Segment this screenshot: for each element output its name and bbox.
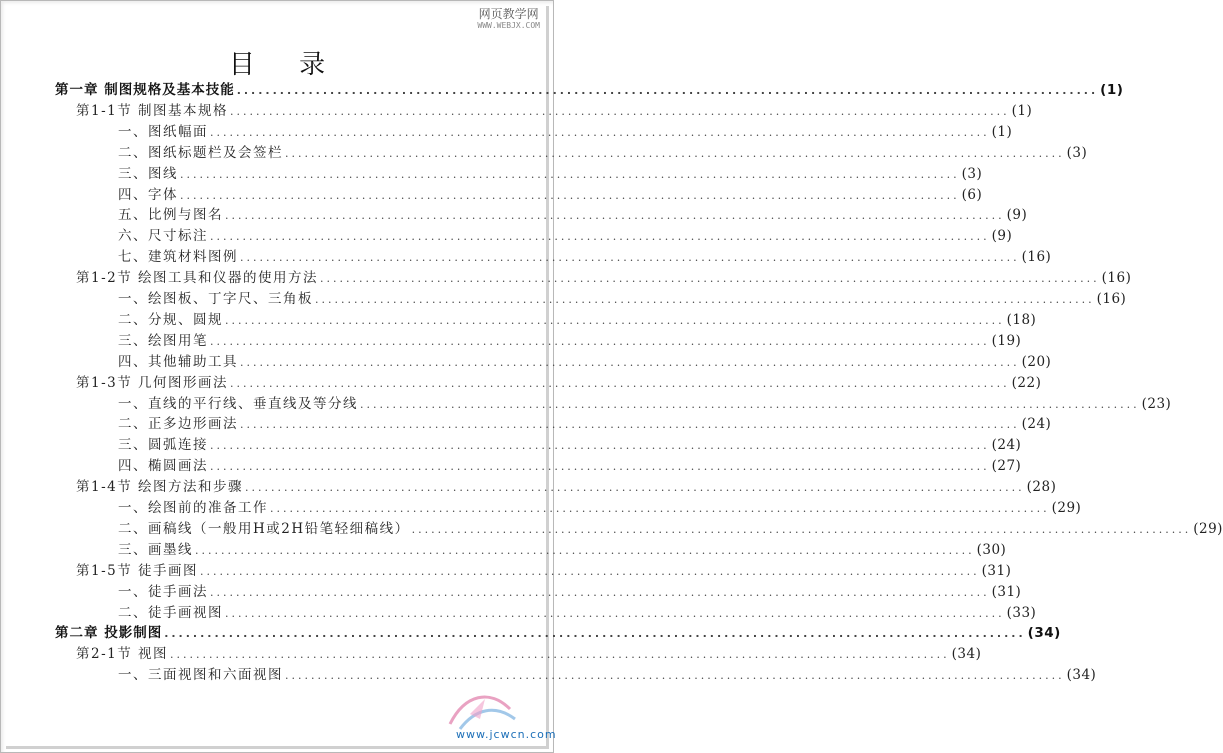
watermark-bottom-url: www.jcwcn.com	[456, 728, 557, 741]
toc-leader-dots: ........................................................................................................................	[240, 355, 1020, 369]
toc-entry-page: (16)	[1096, 291, 1127, 307]
toc-entry-page: (31)	[981, 562, 1012, 579]
toc-leader-dots: ........................................................................................................................	[170, 648, 950, 662]
toc-leader-dots: ........................................................................................................................	[225, 313, 1005, 327]
toc-leader-dots: ........................................................................................................................	[210, 230, 990, 244]
toc-leader-dots: ........................................................................................................................	[285, 669, 1065, 683]
toc-entry-label: 第1-2节 绘图工具和仪器的使用方法	[76, 270, 319, 287]
toc-leader-dots: ........................................................................................................................	[240, 251, 1020, 265]
toc-leader-dots: ........................................................................................................................	[245, 481, 1025, 495]
toc-entry-page: (29)	[1193, 520, 1223, 537]
toc-subsection-entry	[118, 498, 1082, 519]
toc-entry-label: 第一章 制图规格及基本技能	[55, 82, 235, 98]
toc-entry-page: (28)	[1026, 479, 1057, 496]
watermark-top-url: WWW.WEBJX.COM	[477, 21, 540, 30]
toc-entry-page: (9)	[991, 228, 1013, 245]
toc-leader-dots: ........................................................................................................................	[210, 125, 990, 139]
toc-subsection-entry	[118, 603, 1037, 624]
watermark-top	[477, 8, 540, 30]
toc-subsection-entry	[118, 247, 1052, 268]
toc-leader-dots: ........................................................................................................................	[225, 209, 1005, 223]
toc-entry-label: 四、字体	[118, 186, 178, 203]
toc-chapter-entry	[55, 80, 1124, 101]
toc-leader-dots: ........................................................................................................................	[315, 293, 1095, 306]
toc-subsection-entry	[118, 414, 1052, 435]
toc-entry-page: (1)	[1011, 102, 1033, 119]
toc-leader-dots: ........................................................................................................................	[164, 627, 1026, 641]
toc-entry-label: 三、画墨线	[118, 541, 193, 558]
toc-subsection-entry	[118, 394, 1172, 415]
toc-subsection-entry	[118, 143, 1088, 164]
toc-entry-label: 三、圆弧连接	[118, 437, 208, 454]
toc-leader-dots: ........................................................................................................................	[200, 564, 980, 578]
toc-entry-page: (16)	[1101, 270, 1132, 287]
toc-leader-dots: ........................................................................................................................	[225, 606, 1005, 620]
toc-subsection-entry	[118, 226, 1013, 247]
toc-chapter-entry	[55, 623, 1061, 644]
toc-entry-page: (30)	[976, 541, 1007, 558]
toc-subsection-entry	[118, 310, 1037, 331]
toc-entry-label: 第二章 投影制图	[55, 625, 163, 642]
toc-entry-page: (22)	[1011, 374, 1042, 391]
toc-leader-dots: ........................................................................................................................	[236, 84, 1099, 97]
toc-leader-dots: ........................................................................................................................	[285, 146, 1065, 160]
toc-entry-page: (1)	[991, 123, 1013, 140]
toc-subsection-entry	[118, 456, 1022, 477]
toc-section-entry	[76, 561, 1012, 582]
toc-subsection-entry	[118, 352, 1052, 373]
toc-entry-page: (3)	[1066, 144, 1088, 161]
toc-entry-label: 一、绘图前的准备工作	[118, 500, 268, 516]
toc-subsection-entry	[118, 331, 1022, 352]
toc-entry-label: 二、徒手画视图	[118, 604, 223, 621]
toc-subsection-entry	[118, 185, 983, 206]
toc-entry-label: 二、图纸标题栏及会签栏	[118, 144, 283, 161]
toc-leader-dots: ........................................................................................................................	[210, 585, 990, 599]
toc-leader-dots: ........................................................................................................................	[411, 522, 1192, 536]
toc-entry-label: 二、分规、圆规	[118, 311, 223, 328]
toc-entry-page: (27)	[991, 458, 1022, 475]
toc-entry-label: 四、椭圆画法	[118, 458, 208, 475]
toc-entry-label: 五、比例与图名	[118, 207, 223, 224]
toc-entry-label: 二、正多边形画法	[118, 416, 238, 433]
toc-subsection-entry	[118, 289, 1127, 310]
toc-subsection-entry	[118, 519, 1223, 540]
toc-entry-page: (9)	[1006, 207, 1028, 224]
toc-section-entry	[76, 373, 1042, 394]
toc-entry-page: (18)	[1006, 311, 1037, 328]
toc-entry-page: (31)	[991, 583, 1022, 600]
toc-entry-label: 第1-3节 几何图形画法	[76, 374, 229, 391]
toc-entry-label: 第1-4节 绘图方法和步骤	[76, 479, 244, 496]
toc-entry-label: 六、尺寸标注	[118, 228, 208, 245]
toc-entry-page: (6)	[961, 186, 983, 203]
toc-entry-label: 一、徒手画法	[118, 583, 208, 600]
toc-subsection-entry	[118, 435, 1022, 456]
toc-leader-dots: ........................................................................................................................	[230, 376, 1010, 390]
toc-leader-dots: ........................................................................................................................	[195, 543, 975, 557]
toc-entry-page: (3)	[961, 165, 983, 182]
toc-entry-page: (23)	[1141, 395, 1172, 412]
toc-subsection-entry	[118, 582, 1022, 603]
toc-section-entry	[76, 644, 982, 665]
watermark-bottom	[440, 684, 557, 744]
toc-entry-label: 三、绘图用笔	[118, 332, 208, 349]
toc-leader-dots: ........................................................................................................................	[210, 334, 990, 348]
toc-entry-page: (19)	[991, 332, 1022, 349]
page-title: 目 录	[228, 50, 344, 80]
toc-section-entry	[76, 477, 1057, 498]
toc-leader-dots: ........................................................................................................................	[320, 272, 1100, 286]
toc-entry-page: (24)	[991, 437, 1022, 454]
toc-leader-dots: ........................................................................................................................	[270, 502, 1050, 515]
toc-entry-page: (33)	[1006, 604, 1037, 621]
toc-leader-dots: ........................................................................................................................	[230, 104, 1010, 118]
toc-subsection-entry	[118, 122, 1013, 143]
toc-entry-page: (34)	[1066, 667, 1097, 684]
toc-entry-page: (34)	[1027, 625, 1061, 642]
toc-entry-page: (20)	[1021, 353, 1052, 370]
watermark-top-text: 网页教学网	[478, 7, 539, 21]
toc-subsection-entry	[118, 164, 983, 185]
toc-entry-label: 一、绘图板、丁字尺、三角板	[118, 291, 313, 307]
toc-entry-label: 七、建筑材料图例	[118, 249, 238, 266]
toc-section-entry	[76, 268, 1132, 289]
toc-leader-dots: ........................................................................................................................	[180, 167, 960, 181]
toc-entry-page: (24)	[1021, 416, 1052, 433]
toc-entry-label: 四、其他辅助工具	[118, 353, 238, 370]
toc-leader-dots: ........................................................................................................................	[210, 460, 990, 474]
toc-subsection-entry	[118, 205, 1028, 226]
toc-entry-label: 三、图线	[118, 165, 178, 182]
toc-entry-label: 一、三面视图和六面视图	[118, 667, 283, 684]
toc-leader-dots: ........................................................................................................................	[240, 418, 1020, 432]
toc-leader-dots: ........................................................................................................................	[360, 397, 1140, 411]
toc-entry-label: 第2-1节 视图	[76, 646, 169, 663]
toc-entry-label: 第1-5节 徒手画图	[76, 562, 199, 579]
toc-section-entry	[76, 101, 1033, 122]
toc-entry-label: 一、直线的平行线、垂直线及等分线	[118, 395, 358, 412]
toc-entry-page: (29)	[1051, 500, 1082, 516]
toc-leader-dots: ........................................................................................................................	[210, 439, 990, 453]
toc-entry-label: 第1-1节 制图基本规格	[76, 102, 229, 119]
toc-entry-page: (16)	[1021, 249, 1052, 266]
toc-entry-page: (1)	[1100, 82, 1124, 98]
toc-leader-dots: ........................................................................................................................	[180, 188, 960, 202]
toc-entry-page: (34)	[951, 646, 982, 663]
toc-entry-label: 一、图纸幅面	[118, 123, 208, 140]
toc-entry-label: 二、画稿线（一般用H或2H铅笔轻细稿线）	[118, 520, 410, 537]
toc-subsection-entry	[118, 540, 1007, 561]
